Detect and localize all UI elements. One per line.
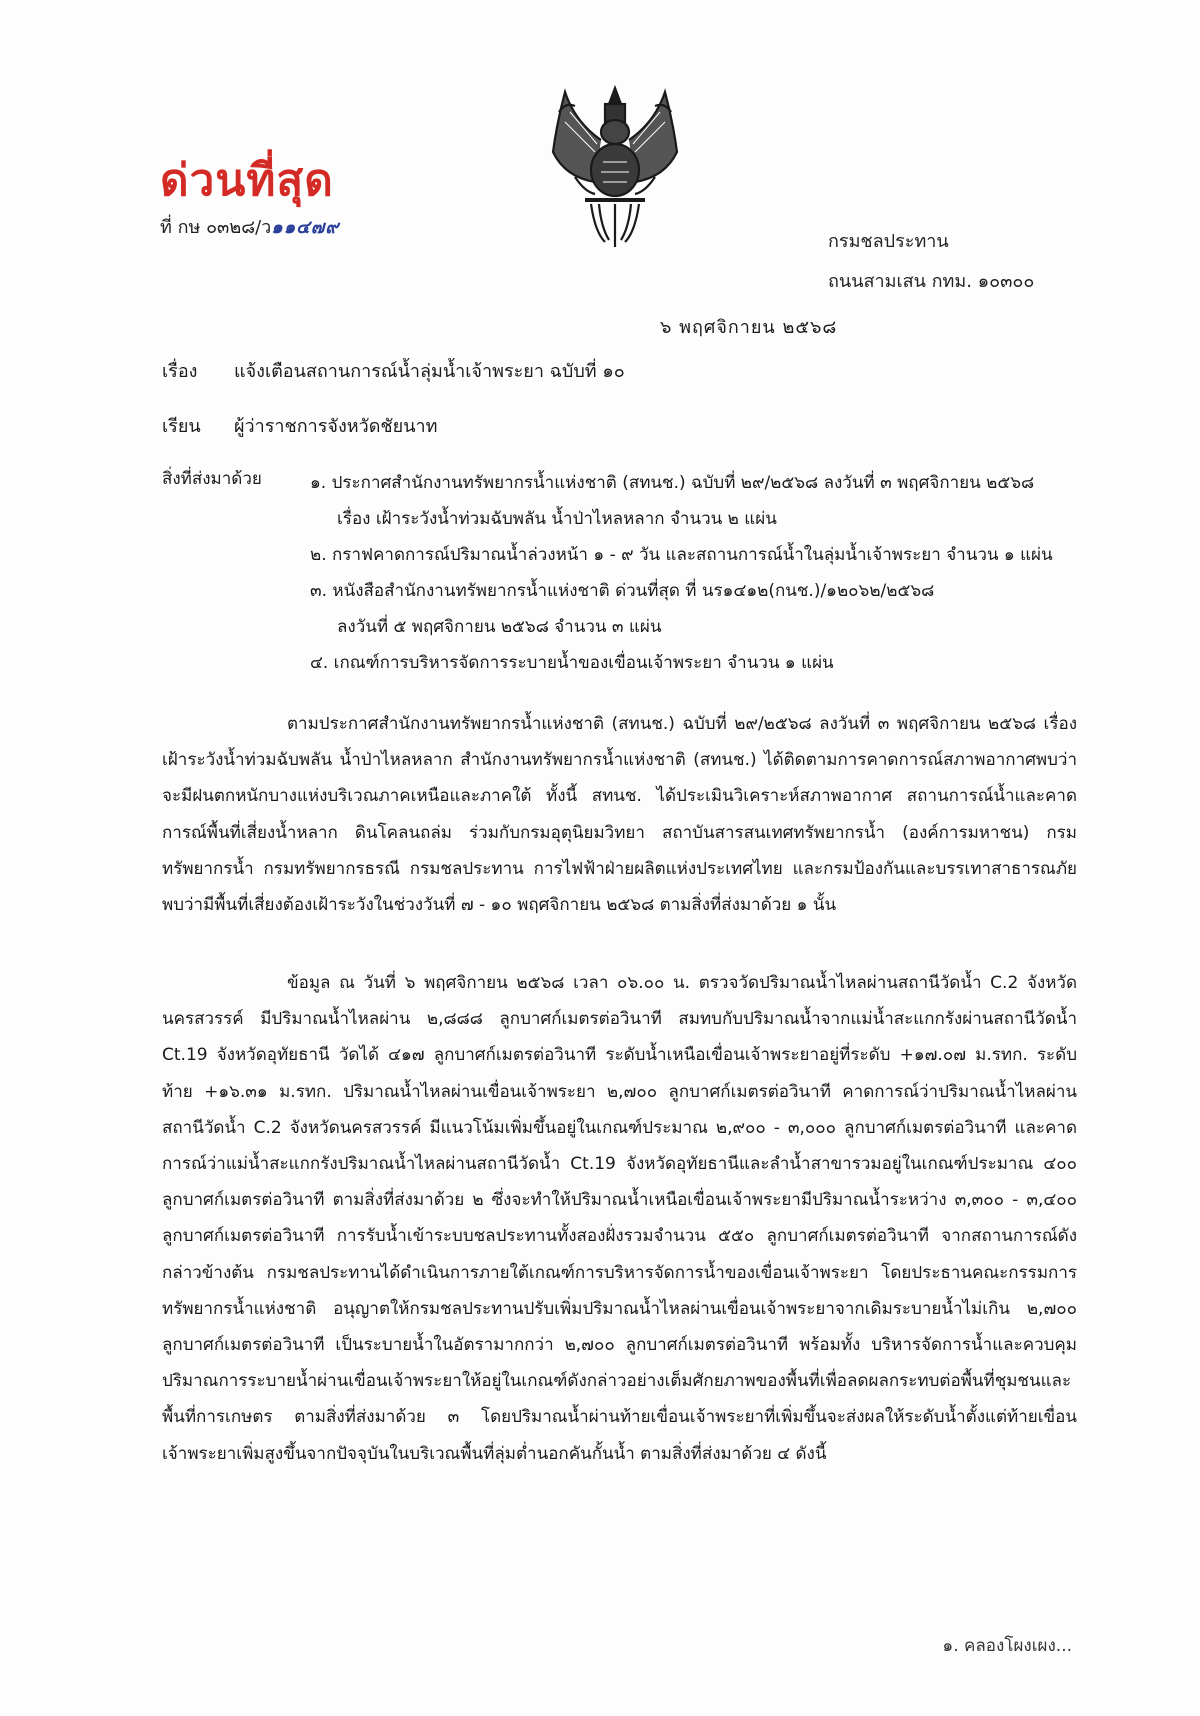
subject-text: แจ้งเตือนสถานการณ์น้ำลุ่มน้ำเจ้าพระยา ฉบับที่ ๑๐	[234, 361, 625, 382]
recipient-text: ผู้ว่าราชการจังหวัดชัยนาท	[234, 416, 438, 437]
enclosure-line-cont: เรื่อง เฝ้าระวังน้ำท่วมฉับพลัน น้ำป่าไหลหลาก จำนวน ๒ แผ่น	[337, 509, 777, 529]
recipient-line	[162, 411, 437, 440]
paragraph-text: ตามประกาศสำนักงานทรัพยากรน้ำแห่งชาติ (สทนช.) ฉบับที่ ๒๙/๒๕๖๘ ลงวันที่ ๓ พฤศจิกายน ๒๕๖๘ เรื่อง เฝ้าระวังน้ำท่วมฉับพลัน น้ำป่าไหลหลาก สำนักงานทรัพยากรน้ำแห่งชาติ (สทนช.) ได้ติดตามการคาดการณ์สภาพอากาศพบว่า จะมีฝนตกหนักบางแห่งบริเวณภาคเหนือและภาคใต้ ทั้งนี้ สทนช. ได้ประเมินวิเคราะห์สภาพอากาศ สถานการณ์น้ำและคาดการณ์พื้นที่เสี่ยงน้ำหลาก ดินโคลนถล่ม ร่วมกับกรมอุตุนิยมวิทยา สถาบันสารสนเทศทรัพยากรน้ำ (องค์การมหาชน) กรมทรัพยากรน้ำ กรมทรัพยากรธรณี กรมชลประทาน การไฟฟ้าฝ่ายผลิตแห่งประเทศไทย และกรมป้องกันและบรรเทาสาธารณภัย พบว่ามีพื้นที่เสี่ยงต้องเฝ้าระวังในช่วงวันที่ ๗ - ๑๐ พฤศจิกายน ๒๕๖๘ ตามสิ่งที่ส่งมาด้วย ๑ นั้น	[162, 714, 1077, 916]
sender-block	[828, 222, 1034, 302]
enclosure-line: ๓. หนังสือสำนักงานทรัพยากรน้ำแห่งชาติ ด่วนที่สุด ที่ นร๑๔๑๒(กนช.)/๑๒๐๖๒/๒๕๖๘	[310, 581, 935, 601]
enclosure-line: ๒. กราฟคาดการณ์ปริมาณน้ำล่วงหน้า ๑ - ๙ วัน และสถานการณ์น้ำในลุ่มน้ำเจ้าพระยา จำนวน ๑ แผ่น	[310, 545, 1053, 565]
enclosure-item	[310, 573, 1100, 645]
enclosure-line-cont: ลงวันที่ ๕ พฤศจิกายน ๒๕๖๘ จำนวน ๓ แผ่น	[337, 617, 662, 637]
subject-line	[162, 356, 625, 385]
body-paragraph-2	[162, 965, 1077, 1472]
body-paragraph-1	[162, 706, 1077, 923]
enclosure-item	[310, 465, 1100, 537]
recipient-label: เรียน	[162, 416, 201, 437]
enclosure-line: ๑. ประกาศสำนักงานทรัพยากรน้ำแห่งชาติ (สทนช.) ฉบับที่ ๒๙/๒๕๖๘ ลงวันที่ ๓ พฤศจิกายน ๒๕๖๘	[310, 473, 1035, 493]
enclosure-item	[310, 537, 1100, 573]
letter-date: ๖ พฤศจิกายน ๒๕๖๘	[660, 317, 838, 338]
sender-address: ถนนสามเสน กทม. ๑๐๓๐๐	[828, 271, 1035, 292]
reference-number	[160, 212, 340, 241]
subject-label: เรื่อง	[162, 361, 198, 382]
reference-prefix: ที่ กษ ๐๓๒๘/ว	[160, 217, 272, 238]
enclosure-line: ๔. เกณฑ์การบริหารจัดการระบายน้ำของเขื่อนเจ้าพระยา จำนวน ๑ แผ่น	[310, 653, 834, 673]
enclosure-item	[310, 645, 1100, 681]
reference-number-handwritten: ๑๑๔๗๙	[271, 217, 340, 238]
enclosures-list	[310, 465, 1100, 681]
urgency-stamp: ด่วนที่สุด	[160, 155, 334, 206]
paragraph-text: ข้อมูล ณ วันที่ ๖ พฤศจิกายน ๒๕๖๘ เวลา ๐๖.๐๐ น. ตรวจวัดปริมาณน้ำไหลผ่านสถานีวัดน้ำ C.2 จังหวัดนครสวรรค์ มีปริมาณน้ำไหลผ่าน ๒,๘๘๘ ลูกบาศก์เมตรต่อวินาที สมทบกับปริมาณน้ำจากแม่น้ำสะแกกรังผ่านสถานีวัดน้ำ Ct.19 จังหวัดอุทัยธานี วัดได้ ๔๑๗ ลูกบาศก์เมตรต่อวินาที ระดับน้ำเหนือเขื่อนเจ้าพระยาอยู่ที่ระดับ +๑๗.๐๗ ม.รทก. ระดับท้าย +๑๖.๓๑ ม.รทก. ปริมาณน้ำไหลผ่านเขื่อนเจ้าพระยา ๒,๗๐๐ ลูกบาศก์เมตรต่อวินาที คาดการณ์ว่าปริมาณน้ำไหลผ่านสถานีวัดน้ำ C.2 จังหวัดนครสวรรค์ มีแนวโน้มเพิ่มขึ้นอยู่ในเกณฑ์ประมาณ ๒,๙๐๐ - ๓,๐๐๐ ลูกบาศก์เมตรต่อวินาที และคาดการณ์ว่าแม่น้ำสะแกกรังปริมาณน้ำไหลผ่านสถานีวัดน้ำ Ct.19 จังหวัดอุทัยธานีและลำน้ำสาขารวมอยู่ในเกณฑ์ประมาณ ๔๐๐ ลูกบาศก์เมตรต่อวินาที ตามสิ่งที่ส่งมาด้วย ๒ ซึ่งจะทำให้ปริมาณน้ำเหนือเขื่อนเจ้าพระยามีปริมาณน้ำระหว่าง ๓,๓๐๐ - ๓,๔๐๐ ลูกบาศก์เมตรต่อวินาที การรับน้ำเข้าระบบชลประทานทั้งสองฝั่งรวมจำนวน ๕๕๐ ลูกบาศก์เมตรต่อวินาที จากสถานการณ์ดังกล่าวข้างต้น กรมชลประทานได้ดำเนินการภายใต้เกณฑ์การบริหารจัดการน้ำของเขื่อนเจ้าพระยา โดยประธานคณะกรรมการทรัพยากรน้ำแห่งชาติ อนุญาตให้กรมชลประทานปรับเพิ่มปริมาณน้ำไหลผ่านเขื่อนเจ้าพระยาจากเดิมระบายน้ำไม่เกิน ๒,๗๐๐ ลูกบาศก์เมตรต่อวินาที เป็นระบายน้ำในอัตรามากกว่า ๒,๗๐๐ ลูกบาศก์เมตรต่อวินาที พร้อมทั้ง บริหารจัดการน้ำและควบคุมปริมาณการระบายน้ำผ่านเขื่อนเจ้าพระยาให้อยู่ในเกณฑ์ดังกล่าวอย่างเต็มศักยภาพของพื้นที่เพื่อลดผลกระทบต่อพื้นที่ชุมชนและพื้นที่การเกษตร ตามสิ่งที่ส่งมาด้วย ๓ โดยปริมาณน้ำผ่านท้ายเขื่อนเจ้าพระยาที่เพิ่มขึ้นจะส่งผลให้ระดับน้ำตั้งแต่ท้ายเขื่อนเจ้าพระยาเพิ่มสูงขึ้นจากปัจจุบันในบริเวณพื้นที่ลุ่มต่ำนอกคันกั้นน้ำ ตามสิ่งที่ส่งมาด้วย ๔ ดังนี้	[162, 973, 1077, 1464]
enclosures-label: สิ่งที่ส่งมาด้วย	[162, 469, 262, 489]
continuation-marker: ๑. คลองโผงเผง...	[942, 1636, 1072, 1656]
garuda-emblem-icon	[535, 82, 695, 252]
sender-org: กรมชลประทาน	[828, 231, 949, 252]
